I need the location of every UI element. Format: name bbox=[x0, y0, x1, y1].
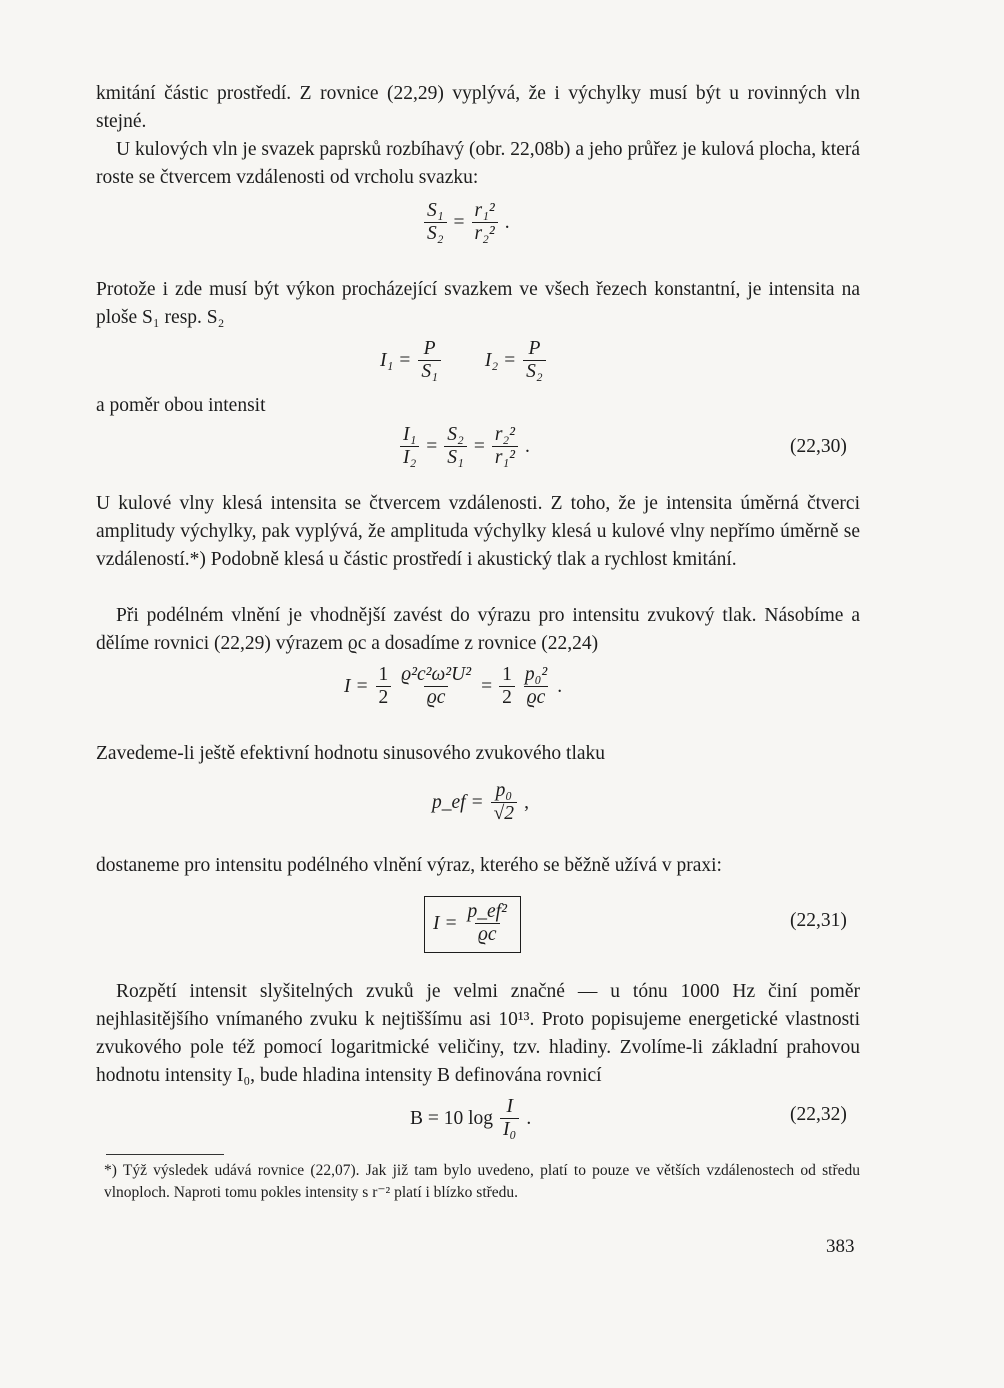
equation-area-ratio: $\frac{\text{S₁}}{\text{S₂}}$ = $\frac{\text{r₁²}}{\text{r₂²}}$ . bbox=[424, 200, 510, 245]
eq5-end: , bbox=[524, 791, 529, 813]
eq3-c-num: r₂² bbox=[494, 424, 516, 445]
eq2-num2: P bbox=[528, 338, 541, 359]
paragraph-8: dostaneme pro intensitu podélného vlnění výraz, kterého se běžně užívá v praxi: bbox=[96, 855, 722, 876]
paragraph-9: Rozpětí intensit slyšitelných zvuků je velmi značné — u tónu 1000 Hz činí poměr nejhlasitějšího vnímaného zvuku k nejtiššímu asi 10¹³. Proto popisujeme energetické vlastnosti zvukového pole též pomocí logaritmické veličiny, tzv. hladiny. Zvolíme-li základní prahovou hodnotu intensity I₀, bude hladina intensity B definována rovnicí bbox=[96, 981, 860, 1086]
eq1-end: . bbox=[504, 211, 510, 233]
eq2-den2: S₂ bbox=[523, 360, 546, 383]
eq3-a-num: I₁ bbox=[403, 424, 417, 445]
eq6-lhs: I = bbox=[433, 912, 458, 934]
equation-intensity-ratio: $\frac{\text{I₁}}{\text{I₂}}$ = $\frac{\text{S₂}}{\text{S₁}}$ = $\frac{\text{r₂²}}{\text{r₁²}}$ . bbox=[400, 424, 530, 469]
paragraph-1: kmitání částic prostředí. Z rovnice (22,29) vyplývá, že i výchylky musí být u rovinných vln stejné. bbox=[96, 83, 860, 132]
page-number: 383 bbox=[826, 1236, 855, 1257]
eq4-f2-den: ϱc bbox=[424, 686, 449, 709]
eq2-lhs1: I₁ = bbox=[380, 349, 412, 371]
eq4-end: . bbox=[557, 675, 563, 697]
eq3-b-num: S₂ bbox=[447, 424, 464, 445]
eq5-num: p₀ bbox=[495, 780, 513, 801]
paragraph-6: Při podélném vlnění je vhodnější zavést do výrazu pro intensitu zvukový tlak. Násobíme a dělíme rovnici (22,29) výrazem ϱc a dosadíme z rovnice (22,24) bbox=[96, 605, 860, 654]
equation-intensity-pressure: I = $\frac{1}{2}$ $\frac{\text{ϱ²c²ω²U²}}{ϱc}$ = $\frac{1}{2}$ $\frac{\text{p₀²}}{ϱc}$ . bbox=[344, 664, 563, 708]
paragraph-4: a poměr obou intensit bbox=[96, 395, 266, 416]
footnote-rule bbox=[106, 1154, 224, 1155]
boxed-formula bbox=[424, 896, 521, 953]
eq2-lhs2: I₂ = bbox=[484, 349, 517, 371]
eq4-f3-num: 1 bbox=[502, 664, 512, 685]
eq4-f4-num: p₀² bbox=[524, 664, 548, 685]
eq3-c-den: r₁² bbox=[492, 446, 518, 469]
eq3-end: . bbox=[525, 435, 530, 457]
equation-intensity-boxed bbox=[424, 896, 521, 953]
eq1-left-den: S₂ bbox=[424, 222, 447, 245]
eq4-f2-num: ϱ²c²ω²U² bbox=[401, 664, 472, 685]
eq2-den1: S₁ bbox=[418, 360, 441, 383]
eq1-right-num: r₁² bbox=[474, 200, 495, 221]
eq5-den: √2 bbox=[491, 802, 517, 825]
footnote: *) Týž výsledek udává rovnice (22,07). Jak již tam bylo uvedeno, platí to pouze ve větších vzdálenostech od středu vlnoploch. Naproti tomu pokles intensity s r⁻² platí i blízko středu. bbox=[104, 1162, 860, 1201]
eq4-f1-den: 2 bbox=[376, 686, 392, 709]
paragraph-7: Zavedeme-li ještě efektivní hodnotu sinusového zvukového tlaku bbox=[96, 743, 606, 764]
eq4-lhs: I = bbox=[344, 675, 369, 697]
eq4-f4-den: ϱc bbox=[524, 686, 549, 709]
paragraph-2: U kulových vln je svazek paprsků rozbíhavý (obr. 22,08b) a jeho průřez je kulová plocha, která roste se čtvercem vzdálenosti od vrcholu svazku: bbox=[96, 139, 860, 188]
paragraph-5: U kulové vlny klesá intensita se čtvercem vzdálenosti. Z toho, že je intensita úměrná čtverci amplitudy výchylky, pak vyplývá, že amplituda výchylky klesá u kulové vlny nepřímo úměrně se vzdáleností.*) Podobně klesá u částic prostředí i akustický tlak a rychlost kmitání. bbox=[96, 493, 860, 570]
equation-intensity-level bbox=[410, 1096, 531, 1141]
eq3-b-den: S₁ bbox=[444, 446, 467, 469]
equation-number-22-30: (22,30) bbox=[790, 436, 847, 457]
eq6-num: p_ef² bbox=[467, 901, 507, 922]
eq7-lhs: B = 10 log bbox=[410, 1107, 494, 1129]
equation-number-22-32: (22,32) bbox=[790, 1104, 847, 1125]
eq3-a-den: I₂ bbox=[400, 446, 419, 469]
eq7-num: I bbox=[506, 1096, 513, 1117]
equation-effective-pressure bbox=[432, 780, 529, 825]
eq1-right-den: r₂² bbox=[472, 222, 498, 245]
eq6-den: ϱc bbox=[475, 923, 500, 946]
equation-intensities bbox=[380, 338, 546, 383]
eq4-f1-num: 1 bbox=[378, 664, 389, 685]
eq5-lhs: p_ef = bbox=[432, 791, 484, 813]
eq1-left-num: S₁ bbox=[427, 200, 444, 221]
eq2-num1: P bbox=[423, 338, 436, 359]
eq7-den: I₀ bbox=[500, 1118, 519, 1141]
eq4-f3-den: 2 bbox=[499, 686, 515, 709]
paragraph-3: Protože i zde musí být výkon procházející svazkem ve všech řezech konstantní, je intensita na ploše S₁ resp. S₂ bbox=[96, 279, 860, 328]
equation-number-22-31: (22,31) bbox=[790, 910, 847, 931]
eq7-end: . bbox=[526, 1107, 532, 1129]
